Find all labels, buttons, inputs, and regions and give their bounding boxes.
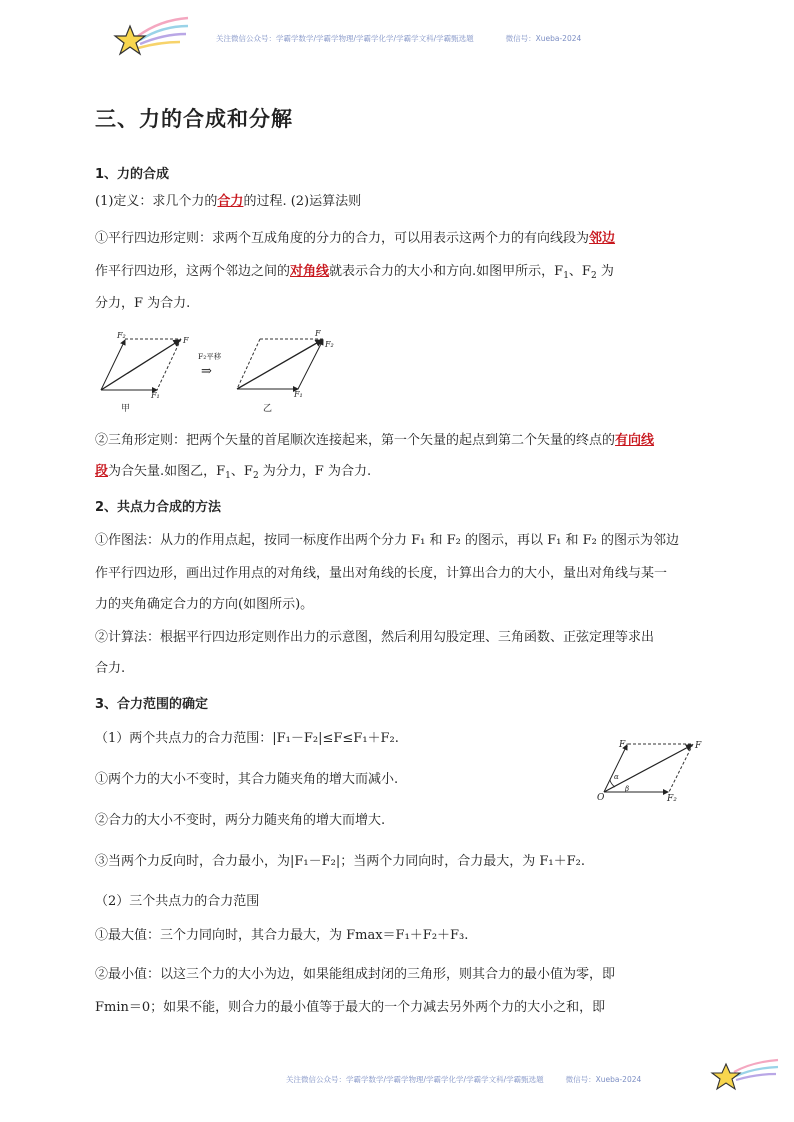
fig2-beta-label: β (625, 785, 630, 793)
calculation-method-line1: ②计算法：根据平行四边形定则作出力的示意图，然后利用勾股定理、三角函数、正弦定理等求出 (95, 630, 655, 645)
range-rule-1: ①两个力的大小不变时，其合力随夹角的增大而减小. (95, 772, 399, 787)
graphical-method-line3: 力的夹角确定合力的方向(如图所示)。 (95, 597, 314, 612)
fig2-F-label: F (695, 741, 702, 751)
triangle-rule-line1: ②三角形定则：把两个矢量的首尾顺次连接起来，第一个矢量的起点到第二个矢量的终点的有向线 (95, 433, 655, 448)
keyword-diagonal: 对角线 (290, 264, 330, 279)
definition-line: (1)定义：求几个力的合力的过程. (2)运算法则 (95, 194, 362, 209)
range-three-forces: （2）三个共点力的合力范围 (95, 894, 260, 909)
star-logo-icon (110, 14, 190, 60)
fig2-O-label: O (597, 793, 605, 803)
keyword-adjacent-sides: 邻边 (589, 231, 616, 246)
heading-concurrent-methods: 2、共点力合成的方法 (95, 500, 222, 515)
graphical-method-line2: 作平行四边形，画出过作用点的对角线，量出对角线的长度，计算出合力的大小，量出对角线与某一 (95, 566, 668, 581)
triangle-rule-line2: 段为合矢量.如图乙，$F_1$、$F_2$ 为分力，F 为合力. (95, 464, 372, 481)
heading-range: 3、合力范围的确定 (95, 697, 209, 712)
fig1-yi-F1-label: F₁ (294, 390, 303, 399)
parallelogram-rule-line1: ①平行四边形定则：求两个互成角度的分力的合力，可以用表示这两个力的有向线段为邻边 (95, 231, 616, 246)
figure-parallelogram-triangle (95, 326, 340, 418)
page-header: 关注微信公众号：学霸学数学/学霸学物理/学霸学化学/学霸学文科/学霸甄选题 微信号：Xueba-2024 (216, 34, 582, 43)
fig1-move-arrow: ⇒ (201, 364, 212, 379)
fig1-jia-F1-label: F₁ (151, 391, 160, 400)
fig2-F1-label: F₁ (619, 740, 629, 750)
fig1-move-label: F₂平移 (198, 352, 222, 361)
heading-force-composition: 1、力的合成 (95, 167, 170, 182)
max-value: ①最大值：三个力同向时，其合力最大，为 Fmax＝F₁＋F₂＋F₃. (95, 928, 469, 943)
parallelogram-rule-line2: 作平行四边形，这两个邻边之间的对角线就表示合力的大小和方向.如图甲所示，$F_1$、$F_2$ 为 (95, 264, 614, 281)
fig2-F2-label: F₂ (667, 794, 677, 804)
fig1-jia-F2-label: F₂ (117, 331, 126, 340)
range-rule-3: ③当两个力反向时，合力最小，为|F₁－F₂|；当两个力同向时，合力最大，为 F₁＋F₂. (95, 854, 585, 869)
graphical-method-line1: ①作图法：从力的作用点起，按同一标度作出两个分力 F₁ 和 F₂ 的图示，再以 F₁ 和 F₂ 的图示为邻边 (95, 533, 679, 548)
parallelogram-rule-line3: 分力，F 为合力. (95, 296, 191, 311)
range-rule-2: ②合力的大小不变时，两分力随夹角的增大而增大. (95, 813, 386, 828)
fig1-jia-label: 甲 (121, 404, 131, 414)
min-value-line2: Fmin＝0；如果不能，则合力的最小值等于最大的一个力减去另外两个力的大小之和，即 (95, 1000, 606, 1015)
keyword-directed-segment-end: 段 (95, 464, 109, 479)
fig1-jia-F-label: F (183, 336, 189, 345)
figure-angle-parallelogram (595, 734, 710, 806)
range-two-forces: （1）两个共点力的合力范围：|F₁－F₂|≤F≤F₁＋F₂. (95, 731, 399, 746)
footer-star-logo-icon (708, 1056, 780, 1096)
fig2-alpha-label: α (614, 773, 619, 781)
page-footer: 关注微信公众号：学霸学数学/学霸学物理/学霸学化学/学霸学文科/学霸甄选题 微信号：Xueba-2024 (286, 1075, 642, 1084)
fig1-yi-F2-label: F₂ (325, 340, 334, 349)
fig1-yi-F-label: F (315, 329, 321, 338)
fig1-yi-label: 乙 (263, 404, 273, 414)
keyword-directed-segment: 有向线 (615, 433, 655, 448)
keyword-resultant: 合力 (217, 194, 244, 209)
min-value-line1: ②最小值：以这三个力的大小为边，如果能组成封闭的三角形，则其合力的最小值为零，即 (95, 967, 616, 982)
calculation-method-line2: 合力. (95, 661, 126, 676)
section-title: 三、力的合成和分解 (95, 106, 293, 131)
